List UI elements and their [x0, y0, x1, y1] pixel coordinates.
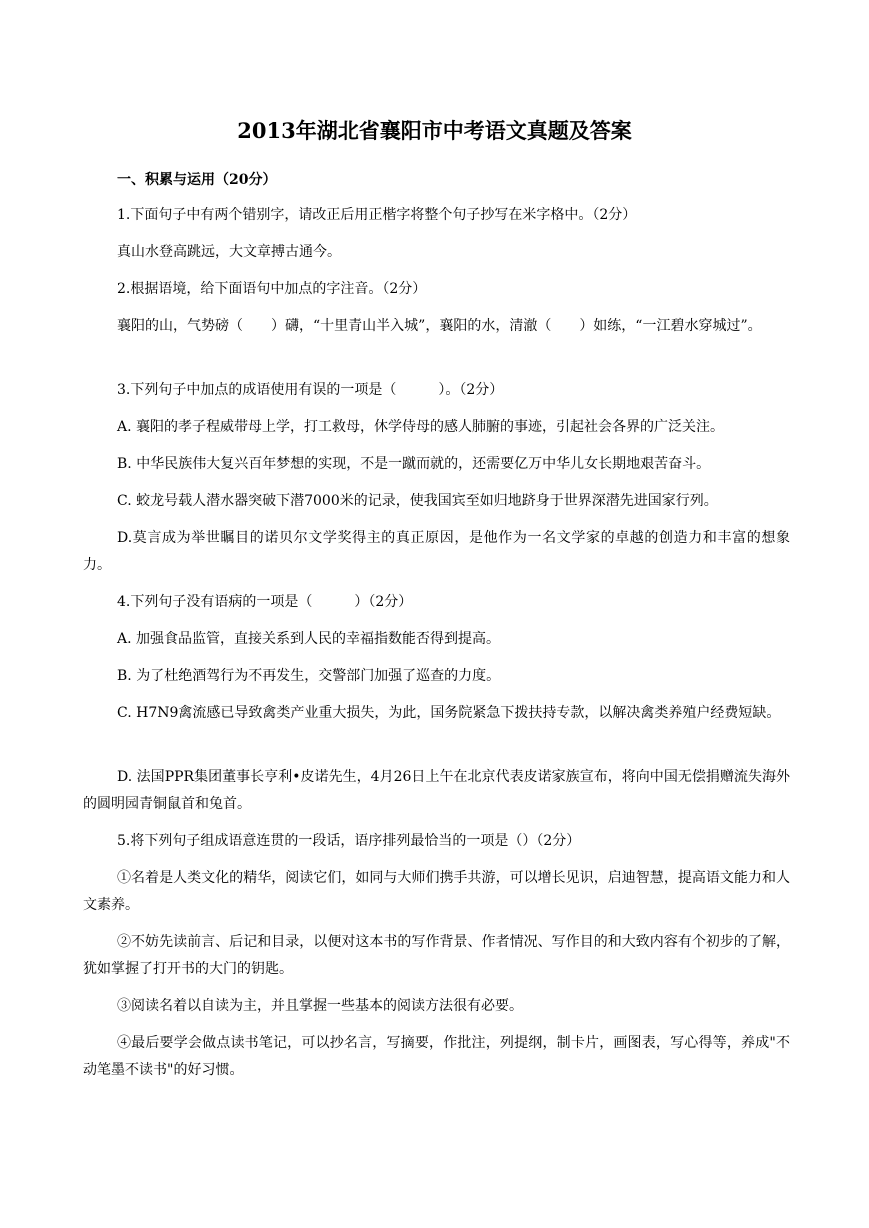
document-title: 2013年湖北省襄阳市中考语文真题及答案: [237, 118, 632, 143]
question-5-sentence-4: ④最后要学会做点读书笔记，可以抄名言，写摘要，作批注，列提纲，制卡片，画图表，写心得等，养成"不动笔墨不读书"的好习惯。: [83, 1035, 790, 1078]
question-4-option-c: C. H7N9禽流感已导致禽类产业重大损失，为此，国务院紧急下拨扶持专款，以解决禽类养殖户经费短缺。: [117, 705, 781, 721]
question-3-option-c: C. 蛟龙号载人潜水器突破下潜7000米的记录，使我国宾至如归地跻身于世界深潜先进国家行列。: [117, 493, 718, 509]
question-5-sentence-2: ②不妨先读前言、后记和目录，以便对这本书的写作背景、作者情况、写作目的和大致内容有个初步的了解，犹如掌握了打开书的大门的钥匙。: [83, 934, 790, 977]
question-2-passage: 襄阳的山，气势磅（ ）礴，“十里青山半入城”，襄阳的水，清澈（ ）如练，“一江碧水穿城过”。: [117, 318, 762, 334]
section-heading: 一、积累与运用（20分）: [117, 172, 277, 188]
question-4-option-d: D. 法国PPR集团董事长亨利•皮诺先生，4月26日上午在北京代表皮诺家族宣布，将向中国无偿捐赠流失海外的圆明园青铜鼠首和兔首。: [83, 769, 790, 812]
question-3-stem: 3.下列句子中加点的成语使用有误的一项是（ ）。（2分）: [117, 382, 504, 398]
question-4-stem: 4.下列句子没有语病的一项是（ ）（2分）: [117, 594, 413, 610]
question-2-stem: 2.根据语境，给下面语句中加点的字注音。（2分）: [117, 281, 427, 297]
question-1-stem: 1.下面句子中有两个错别字，请改正后用正楷字将整个句子抄写在米字格中。（2分）: [117, 207, 637, 223]
question-3-option-a: A. 襄阳的孝子程威带母上学，打工救母，休学侍母的感人肺腑的事迹，引起社会各界的广泛关注。: [117, 419, 725, 435]
question-5-sentence-1: ①名着是人类文化的精华，阅读它们，如同与大师们携手共游，可以增长见识，启迪智慧，提高语文能力和人文素养。: [83, 870, 790, 913]
question-5-stem: 5.将下列句子组成语意连贯的一段话，语序排列最恰当的一项是（）（2分）: [117, 833, 581, 849]
question-3-option-d: D.莫言成为举世瞩目的诺贝尔文学奖得主的真正原因，是他作为一名文学家的卓越的创造力和丰富的想象力。: [83, 530, 790, 573]
question-1-sentence: 真山水登高跳远，大文章搏古通今。: [117, 244, 341, 260]
question-4-option-a: A. 加强食品监管，直接关系到人民的幸福指数能否得到提高。: [117, 631, 501, 647]
question-5-sentence-3: ③阅读名着以自读为主，并且掌握一些基本的阅读方法很有必要。: [117, 998, 523, 1014]
question-4-option-b: B. 为了杜绝酒驾行为不再发生，交警部门加强了巡查的力度。: [117, 668, 501, 684]
question-3-option-b: B. 中华民族伟大复兴百年梦想的实现，不是一蹴而就的，还需要亿万中华儿女长期地艰苦奋斗。: [117, 456, 711, 472]
